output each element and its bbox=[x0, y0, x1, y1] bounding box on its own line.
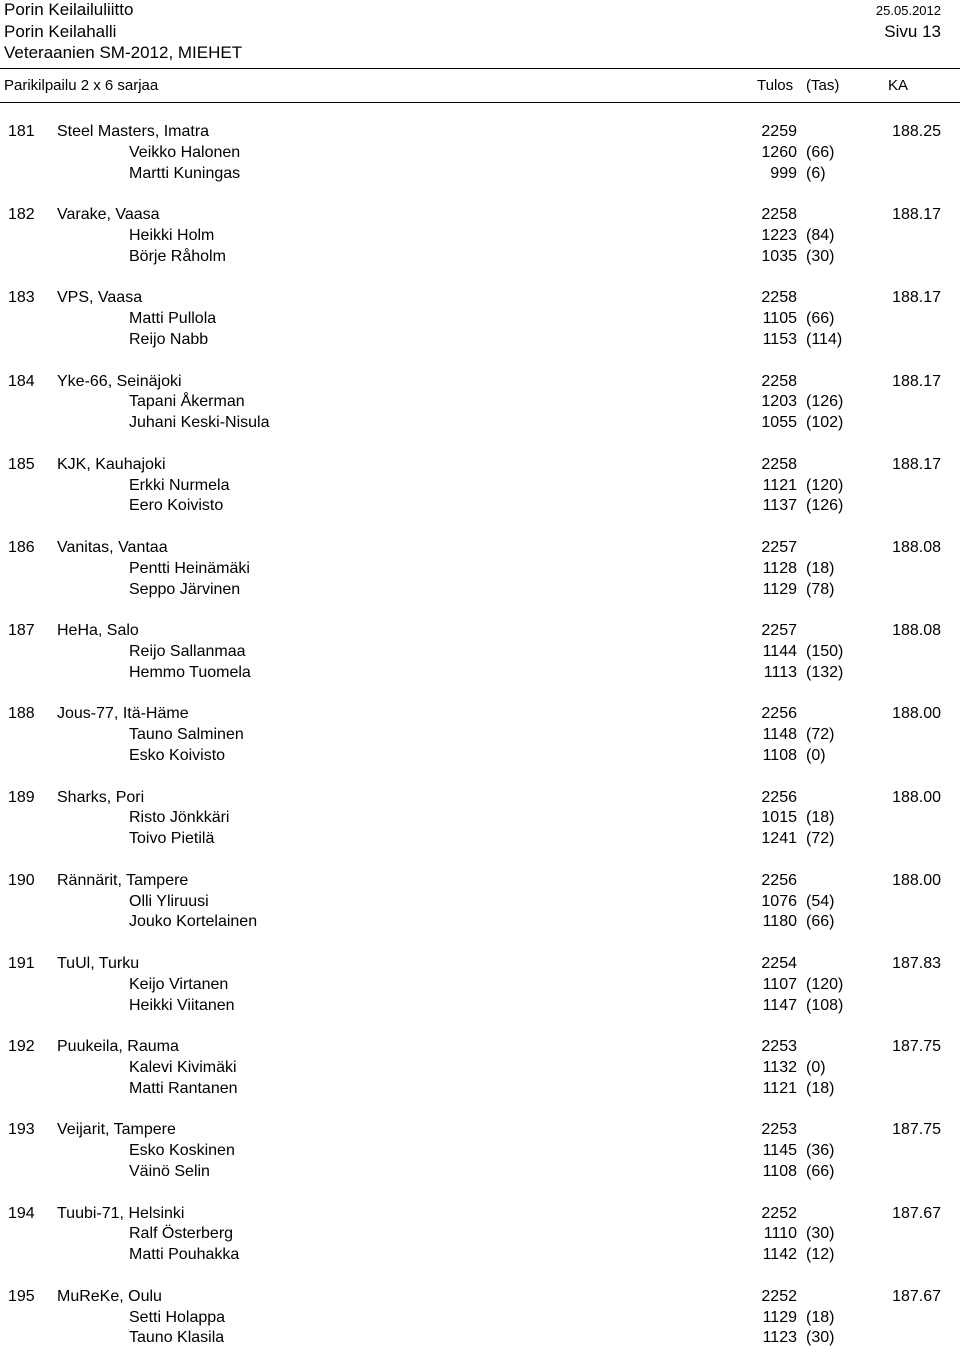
team-rank: 181 bbox=[8, 123, 35, 140]
player-name: Erkki Nurmela bbox=[129, 476, 230, 494]
team-average: 188.08 bbox=[892, 539, 941, 556]
player-name: Tauno Klasila bbox=[129, 1329, 225, 1347]
player-score: 1108 bbox=[762, 1163, 797, 1180]
player-handicap: (120) bbox=[806, 476, 844, 494]
player-score: 1107 bbox=[762, 975, 797, 993]
team-rank: 195 bbox=[8, 1287, 35, 1305]
player-handicap: (18) bbox=[806, 809, 835, 827]
player-handicap: (126) bbox=[806, 497, 844, 515]
team-rank: 187 bbox=[8, 622, 35, 640]
player-name: Martti Kuningas bbox=[129, 164, 241, 182]
player-name: Reijo Nabb bbox=[129, 331, 209, 348]
player-handicap: (36) bbox=[806, 1142, 835, 1160]
player-name: Heikki Holm bbox=[129, 227, 215, 244]
column-header-handicap: (Tas) bbox=[806, 77, 840, 94]
team-name: KJK, Kauhajoki bbox=[57, 455, 166, 473]
player-score: 1241 bbox=[761, 830, 797, 848]
team-rank: 193 bbox=[8, 1121, 35, 1139]
team-average: 188.17 bbox=[892, 372, 941, 390]
team-average: 188.00 bbox=[892, 788, 941, 806]
team-name: VPS, Vaasa bbox=[57, 289, 143, 307]
team-total: 2258 bbox=[761, 206, 797, 224]
player-name: Ralf Österberg bbox=[129, 1225, 234, 1243]
team-name: Sharks, Pori bbox=[57, 788, 145, 806]
team-rank: 185 bbox=[8, 455, 35, 473]
team-average: 187.75 bbox=[892, 1038, 941, 1056]
player-score: 1223 bbox=[761, 227, 797, 244]
team-average: 187.75 bbox=[892, 1121, 941, 1139]
team-name: MuReKe, Oulu bbox=[57, 1287, 162, 1305]
player-handicap: (30) bbox=[806, 1225, 835, 1243]
team-rank: 190 bbox=[8, 871, 35, 889]
player-handicap: (30) bbox=[806, 1329, 835, 1347]
org-name: Porin Keilailuliitto bbox=[4, 0, 134, 19]
team-total: 2259 bbox=[761, 123, 797, 140]
player-score: 1153 bbox=[762, 331, 797, 348]
player-score: 1148 bbox=[762, 726, 797, 744]
player-name: Heikki Viitanen bbox=[129, 996, 235, 1014]
player-handicap: (72) bbox=[806, 830, 835, 848]
player-name: Toivo Pietilä bbox=[129, 830, 215, 848]
player-score: 1129 bbox=[762, 580, 797, 598]
player-name: Jouko Kortelainen bbox=[129, 913, 258, 931]
team-total: 2258 bbox=[761, 289, 797, 307]
player-score: 1145 bbox=[762, 1142, 797, 1160]
player-score: 1105 bbox=[762, 310, 797, 328]
player-score: 999 bbox=[770, 164, 797, 182]
player-handicap: (120) bbox=[806, 975, 844, 993]
player-handicap: (54) bbox=[806, 892, 835, 910]
team-total: 2256 bbox=[761, 871, 797, 889]
player-score: 1132 bbox=[762, 1059, 797, 1076]
team-average: 187.67 bbox=[892, 1204, 941, 1222]
player-name: Tauno Salminen bbox=[129, 726, 244, 744]
player-score: 1142 bbox=[762, 1246, 797, 1264]
player-name: Tapani Åkerman bbox=[129, 393, 245, 411]
team-total: 2257 bbox=[761, 622, 797, 640]
player-name: Matti Rantanen bbox=[129, 1079, 238, 1097]
team-total: 2253 bbox=[761, 1038, 797, 1056]
column-header-average: KA bbox=[888, 77, 909, 94]
team-total: 2256 bbox=[761, 788, 797, 806]
team-average: 187.83 bbox=[892, 955, 941, 972]
player-score: 1076 bbox=[761, 892, 797, 910]
player-name: Matti Pouhakka bbox=[129, 1246, 240, 1264]
player-score: 1137 bbox=[762, 497, 797, 515]
player-score: 1121 bbox=[762, 1079, 797, 1097]
player-score: 1128 bbox=[762, 559, 797, 577]
player-handicap: (66) bbox=[806, 143, 835, 161]
column-header-result: Tulos bbox=[757, 77, 794, 94]
team-name: Tuubi-71, Helsinki bbox=[57, 1204, 185, 1222]
player-handicap: (30) bbox=[806, 247, 835, 265]
player-score: 1144 bbox=[762, 643, 797, 660]
player-handicap: (66) bbox=[806, 310, 835, 328]
player-name: Olli Yliruusi bbox=[129, 892, 209, 910]
player-handicap: (108) bbox=[806, 996, 844, 1014]
team-rank: 194 bbox=[8, 1204, 35, 1222]
event-title: Veteraanien SM-2012, MIEHET bbox=[4, 43, 243, 62]
player-score: 1108 bbox=[762, 747, 797, 764]
player-handicap: (18) bbox=[806, 1079, 835, 1097]
player-score: 1203 bbox=[761, 393, 797, 411]
team-name: Puukeila, Rauma bbox=[57, 1038, 179, 1056]
competition-title: Parikilpailu 2 x 6 sarjaa bbox=[4, 77, 159, 94]
team-average: 188.25 bbox=[892, 123, 941, 140]
team-rank: 182 bbox=[8, 206, 35, 224]
player-name: Pentti Heinämäki bbox=[129, 559, 250, 577]
team-rank: 184 bbox=[8, 372, 35, 390]
team-name: Varake, Vaasa bbox=[57, 206, 160, 224]
player-name: Väinö Selin bbox=[129, 1163, 210, 1180]
team-name: Jous-77, Itä-Häme bbox=[57, 705, 189, 723]
player-handicap: (132) bbox=[806, 663, 844, 681]
team-total: 2258 bbox=[761, 455, 797, 473]
player-handicap: (12) bbox=[806, 1246, 835, 1264]
player-handicap: (84) bbox=[806, 227, 835, 244]
player-handicap: (18) bbox=[806, 1308, 835, 1326]
player-name: Kalevi Kivimäki bbox=[129, 1059, 237, 1076]
team-total: 2256 bbox=[761, 705, 797, 723]
team-total: 2253 bbox=[761, 1121, 797, 1139]
team-average: 188.00 bbox=[892, 871, 941, 889]
player-score: 1110 bbox=[763, 1225, 797, 1243]
player-name: Matti Pullola bbox=[129, 310, 217, 328]
player-score: 1113 bbox=[763, 663, 797, 681]
player-handicap: (72) bbox=[806, 726, 835, 744]
team-total: 2254 bbox=[761, 955, 797, 972]
team-average: 187.67 bbox=[892, 1287, 941, 1305]
team-name: HeHa, Salo bbox=[57, 622, 139, 640]
player-handicap: (18) bbox=[806, 559, 835, 577]
player-score: 1260 bbox=[761, 143, 797, 161]
team-rank: 183 bbox=[8, 289, 35, 307]
page-number: Sivu 13 bbox=[884, 22, 941, 41]
team-name: Steel Masters, Imatra bbox=[57, 123, 210, 140]
print-date: 25.05.2012 bbox=[875, 3, 941, 18]
player-score: 1015 bbox=[761, 809, 797, 827]
player-name: Esko Koskinen bbox=[129, 1142, 235, 1160]
team-average: 188.17 bbox=[892, 289, 941, 307]
player-handicap: (0) bbox=[806, 1059, 826, 1076]
player-name: Risto Jönkkäri bbox=[129, 809, 230, 827]
player-name: Juhani Keski-Nisula bbox=[129, 414, 270, 432]
player-score: 1055 bbox=[761, 414, 797, 432]
team-name: Veijarit, Tampere bbox=[57, 1121, 176, 1139]
player-name: Setti Holappa bbox=[129, 1308, 226, 1326]
player-score: 1121 bbox=[762, 476, 797, 494]
team-total: 2257 bbox=[761, 539, 797, 556]
player-score: 1129 bbox=[762, 1308, 797, 1326]
player-name: Esko Koivisto bbox=[129, 747, 226, 764]
player-score: 1035 bbox=[761, 247, 797, 265]
player-handicap: (150) bbox=[806, 643, 844, 660]
player-handicap: (102) bbox=[806, 414, 844, 432]
team-rank: 192 bbox=[8, 1038, 35, 1056]
team-name: Yke-66, Seinäjoki bbox=[57, 372, 182, 390]
player-name: Eero Koivisto bbox=[129, 497, 224, 515]
team-name: Vanitas, Vantaa bbox=[57, 539, 168, 556]
team-average: 188.00 bbox=[892, 705, 941, 723]
player-handicap: (66) bbox=[806, 1163, 835, 1180]
team-rank: 188 bbox=[8, 705, 35, 723]
player-handicap: (66) bbox=[806, 913, 835, 931]
venue-name: Porin Keilahalli bbox=[4, 22, 117, 41]
player-name: Veikko Halonen bbox=[129, 143, 241, 161]
player-name: Hemmo Tuomela bbox=[129, 663, 251, 681]
player-handicap: (126) bbox=[806, 393, 844, 411]
team-average: 188.17 bbox=[892, 206, 941, 224]
player-score: 1123 bbox=[762, 1329, 797, 1347]
player-score: 1147 bbox=[762, 996, 797, 1014]
team-average: 188.17 bbox=[892, 455, 941, 473]
player-handicap: (6) bbox=[806, 164, 826, 182]
player-score: 1180 bbox=[762, 913, 797, 931]
player-handicap: (0) bbox=[806, 747, 826, 764]
player-name: Börje Råholm bbox=[129, 247, 226, 265]
team-total: 2252 bbox=[761, 1287, 797, 1305]
player-name: Keijo Virtanen bbox=[129, 975, 229, 993]
team-rank: 186 bbox=[8, 539, 35, 556]
team-total: 2258 bbox=[761, 372, 797, 390]
team-average: 188.08 bbox=[892, 622, 941, 640]
team-total: 2252 bbox=[761, 1204, 797, 1222]
player-handicap: (114) bbox=[806, 331, 843, 348]
team-name: TuUl, Turku bbox=[57, 955, 140, 972]
player-name: Seppo Järvinen bbox=[129, 580, 241, 598]
team-name: Rännärit, Tampere bbox=[57, 871, 189, 889]
player-name: Reijo Sallanmaa bbox=[129, 643, 246, 660]
team-rank: 191 bbox=[8, 955, 35, 972]
player-handicap: (78) bbox=[806, 580, 835, 598]
team-rank: 189 bbox=[8, 788, 35, 806]
